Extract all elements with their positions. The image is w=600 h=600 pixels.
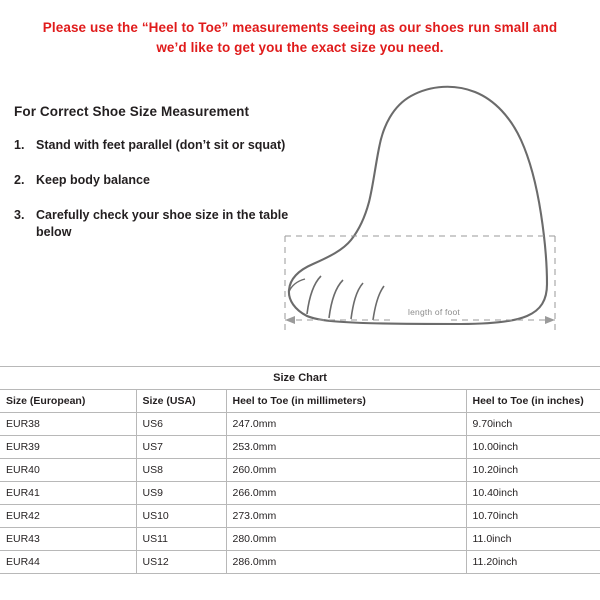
cell-usa: US12: [136, 551, 226, 574]
instructions-heading: For Correct Shoe Size Measurement: [14, 104, 250, 119]
column-header-european: Size (European): [0, 390, 136, 413]
table-row: [0, 528, 600, 551]
table-row: [0, 413, 600, 436]
cell-european: EUR39: [0, 436, 136, 459]
cell-inches: 11.0inch: [466, 528, 600, 551]
cell-european: EUR38: [0, 413, 136, 436]
cell-european: EUR40: [0, 459, 136, 482]
size-chart-section: [0, 366, 600, 574]
table-title: Size Chart: [0, 367, 600, 390]
cell-mm: 247.0mm: [226, 413, 466, 436]
table-header-row: [0, 390, 600, 413]
size-notice: Please use the “Heel to Toe” measurements seeing as our shoes run small and we’d like to get you the exact size you need.: [42, 20, 558, 55]
step-number: 3.: [14, 207, 25, 222]
column-header-usa: Size (USA): [136, 390, 226, 413]
cell-inches: 10.20inch: [466, 459, 600, 482]
cell-inches: 10.40inch: [466, 482, 600, 505]
cell-usa: US11: [136, 528, 226, 551]
cell-mm: 273.0mm: [226, 505, 466, 528]
cell-european: EUR43: [0, 528, 136, 551]
table-row: [0, 551, 600, 574]
cell-mm: 266.0mm: [226, 482, 466, 505]
cell-mm: 253.0mm: [226, 436, 466, 459]
cell-mm: 280.0mm: [226, 528, 466, 551]
cell-european: EUR41: [0, 482, 136, 505]
cell-usa: US8: [136, 459, 226, 482]
cell-european: EUR44: [0, 551, 136, 574]
step-number: 1.: [14, 138, 25, 152]
cell-mm: 260.0mm: [226, 459, 466, 482]
cell-inches: 10.70inch: [466, 505, 600, 528]
step-text: Carefully check your shoe size in the table below: [36, 207, 289, 239]
column-header-inches: Heel to Toe (in inches): [466, 390, 600, 413]
table-row: [0, 459, 600, 482]
step-text: Keep body balance: [36, 172, 150, 187]
size-chart-table: [0, 366, 600, 574]
step-number: 2.: [14, 172, 25, 187]
cell-inches: 10.00inch: [466, 436, 600, 459]
step-text: Stand with feet parallel (don’t sit or squat): [36, 138, 286, 152]
cell-usa: US10: [136, 505, 226, 528]
table-row: [0, 436, 600, 459]
cell-mm: 286.0mm: [226, 551, 466, 574]
table-row: [0, 505, 600, 528]
cell-usa: US7: [136, 436, 226, 459]
table-row: [0, 482, 600, 505]
cell-inches: 11.20inch: [466, 551, 600, 574]
table-title-row: [0, 367, 600, 390]
length-of-foot-label: length of foot: [408, 307, 460, 317]
cell-usa: US9: [136, 482, 226, 505]
cell-european: EUR42: [0, 505, 136, 528]
cell-usa: US6: [136, 413, 226, 436]
cell-inches: 9.70inch: [466, 413, 600, 436]
column-header-mm: Heel to Toe (in millimeters): [226, 390, 466, 413]
